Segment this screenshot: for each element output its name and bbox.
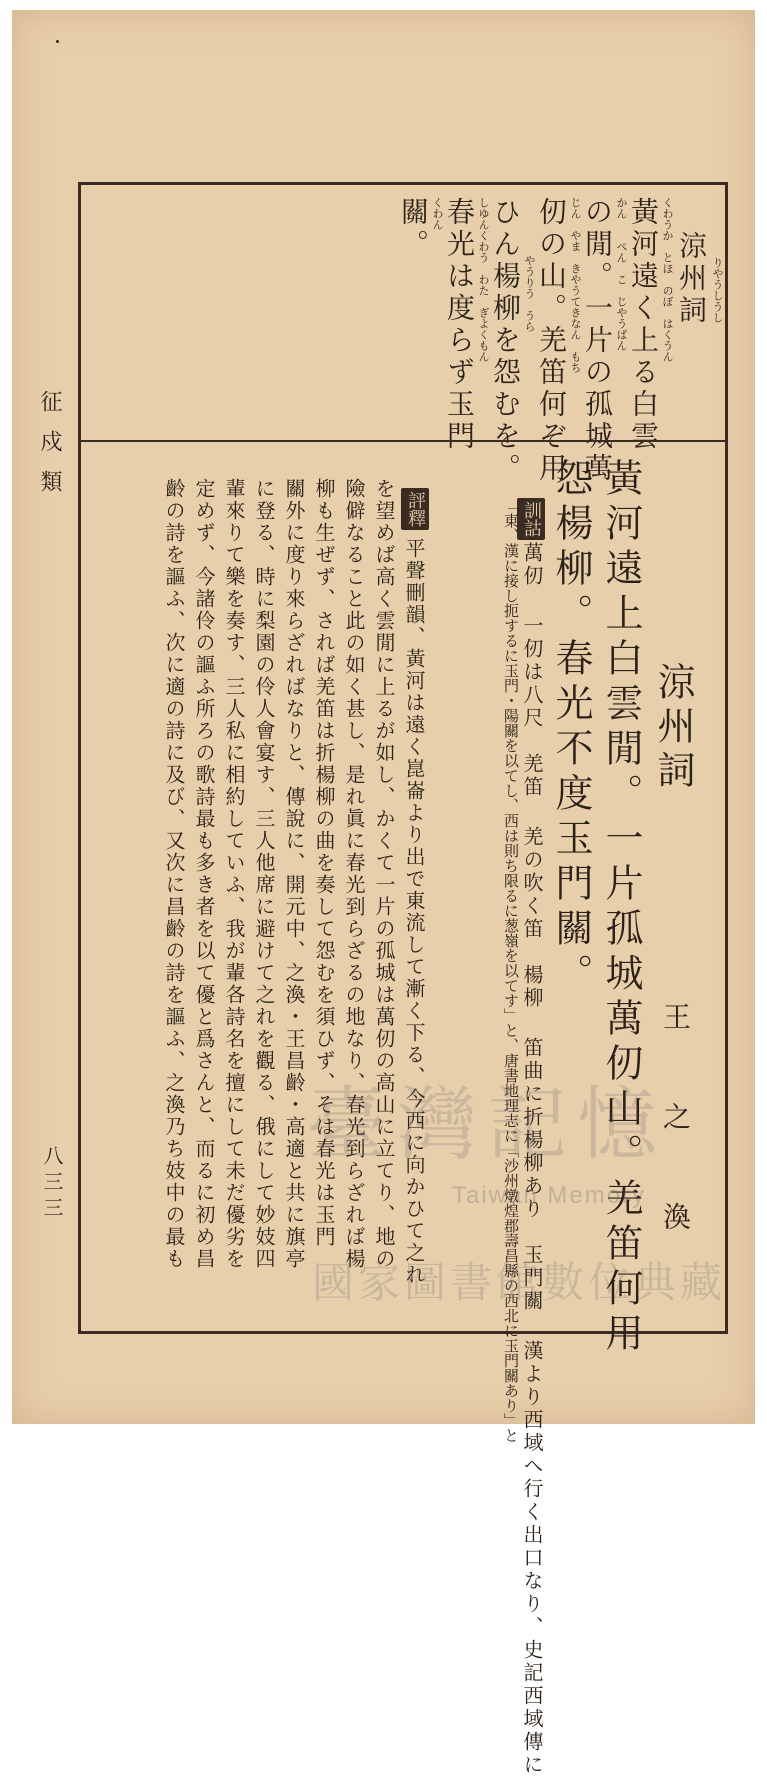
reading-ruby-5: しゆんくわう わた ぎよくもん xyxy=(477,197,490,362)
reading-title: 涼州詞 xyxy=(675,231,708,327)
commentary-line-3: 險僻なること此の如く甚し、是れ眞に春光到らざるの地なり、春光到らざれば楊 xyxy=(342,478,366,1270)
poem-line-1: 黃河遠上白雲閒。一片孤城萬仞山。羌笛何用 xyxy=(599,458,643,1358)
kunko-label: 訓詁 xyxy=(517,498,545,540)
reading-line-5: 春光は度らず玉門 xyxy=(443,197,476,453)
hyoshaku-label: 評釋 xyxy=(401,488,429,530)
reading-line-3: 仞の山。羌笛何ぞ用 xyxy=(535,197,568,485)
ink-speck xyxy=(56,40,59,43)
reading-line-1: 黃河遠く上る白雲 xyxy=(627,197,660,453)
watermark-english: Taiwan Memory xyxy=(452,1182,647,1209)
poem-line-2: 怨楊柳。春光不度玉門關。 xyxy=(549,458,593,998)
hyoshaku-block xyxy=(401,488,429,530)
section-title: 征戍類 xyxy=(37,390,62,510)
page-number: 八三三 xyxy=(40,1145,64,1223)
reading-ruby-4: やうりう うら xyxy=(523,255,536,332)
commentary-line-7: 輩來りて樂を奏す、三人私に相約していふ、我が輩各詩名を擅にして未だ優劣を xyxy=(222,478,246,1270)
commentary-line-2: を望めば高く雲閒に上るが如し、かくて一片の孤城は萬仞の高山に立てり、地の xyxy=(372,478,396,1270)
reading-ruby-2: かん ぺん こ じやうばん xyxy=(615,197,628,351)
reading-line-6: 關。 xyxy=(397,197,430,261)
kunko-block xyxy=(517,498,545,540)
watermark-logo: 臺灣記憶 xyxy=(307,1078,667,1171)
commentary-line-6: に登る、時に梨園の伶人會宴す、三人他席に避けて之れを觀る、俄にして妙妓四 xyxy=(252,478,276,1270)
reading-panel xyxy=(81,185,725,485)
reading-ruby-1: くわうか とほ のぼ はくうん xyxy=(661,197,674,362)
commentary-line-1: 平聲刪韻、黃河は遠く崑崙より出で東流して漸く下る、今西に向かひて之れ xyxy=(402,538,426,1286)
commentary-line-8: 定めず、今諸伶の謳ふ所ろの歌詩最も多き者を以て優と爲さんと、而るに初め昌 xyxy=(192,478,216,1270)
title-ruby: りやうしうし xyxy=(711,257,724,323)
book-page xyxy=(12,10,755,1777)
commentary-line-4: 柳も生ぜず、されば羌笛は折楊柳の曲を奏して怨むを須ひず、そは春光は玉門 xyxy=(312,478,336,1248)
kunko-col-1: 萬仞 一仞は八尺 羌笛 羌の吹く笛 楊柳 笛曲に折楊柳あり 玉門關 漢より西域へ行く出口なり、史記西域傳に xyxy=(520,542,544,1777)
watermark-library: 國家圖書館數位典藏 xyxy=(312,1258,727,1307)
commentary-line-9: 齡の詩を謳ふ、次に適の詩に及び、又次に昌齡の詩を謳ふ、之渙乃ち妓中の最も xyxy=(162,478,186,1270)
reading-line-4: ひん楊柳を怨むを。 xyxy=(489,197,522,485)
reading-line-2: の閒。一片の孤城萬 xyxy=(581,197,614,485)
kunko-col-2: 「東、漢に接し扼するに玉門・陽關を以てし、西は則ち限るに葱嶺を以てす」と、唐書地理志に「沙州燉煌郡壽昌縣の西北に玉門關あり」と xyxy=(502,498,520,1443)
poem-title: 涼州詞 xyxy=(651,662,695,794)
commentary-line-5: 關外に度り來らざればなりと、傳說に、開元中、之渙・王昌齡・高適と共に旗亭 xyxy=(282,478,306,1270)
reading-ruby-6: くわん xyxy=(431,197,444,230)
reading-ruby-3: じん やま きやうてきなん もち xyxy=(569,197,582,373)
poem-author: 王 之 渙 xyxy=(659,1002,692,1252)
